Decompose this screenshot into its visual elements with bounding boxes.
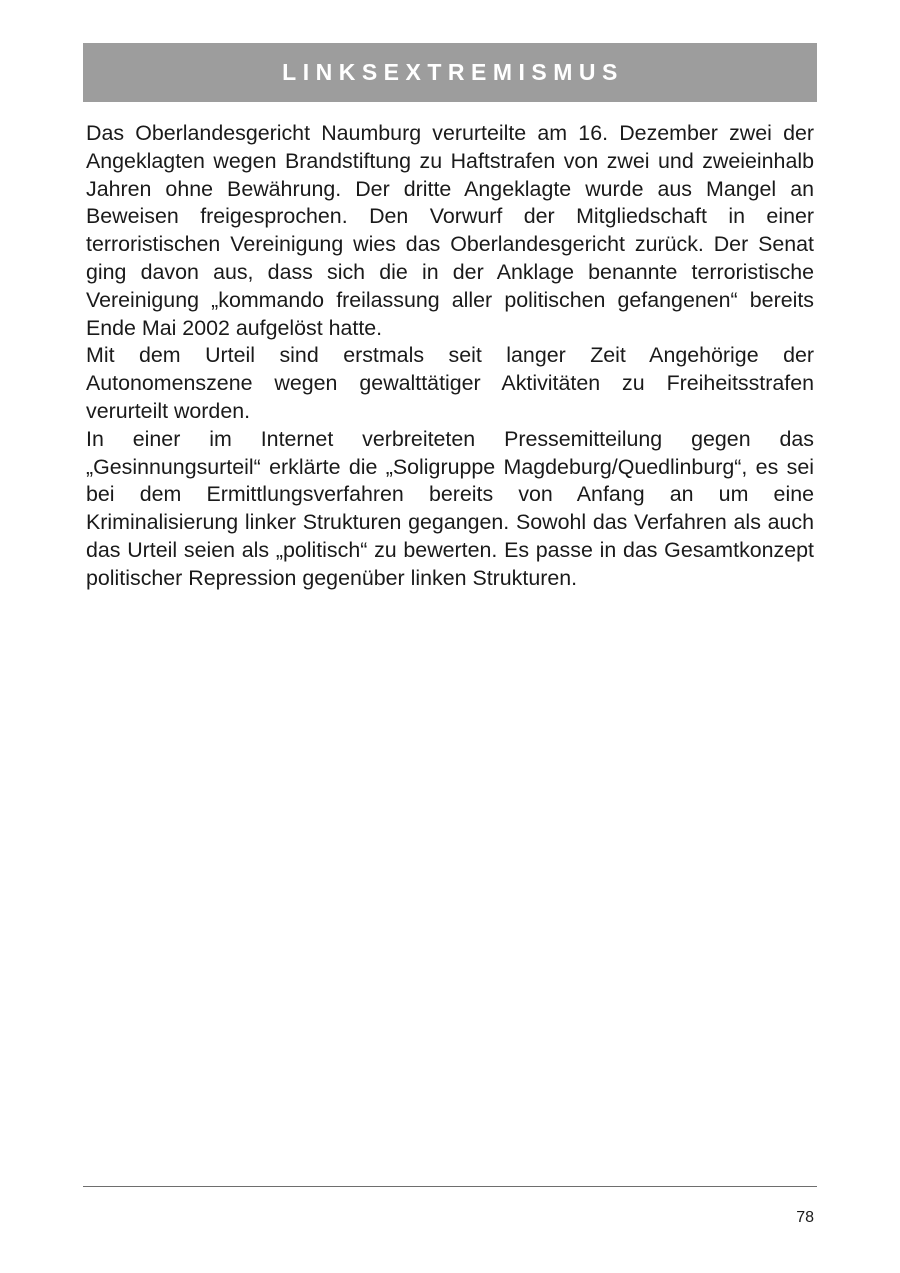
- paragraph-court-verdict: Das Oberlandesgericht Naumburg verurteilte am 16. Dezember zwei der Angeklagten wegen Brandstiftung zu Haftstrafen von zwei und zweieinhalb Jahren ohne Bewährung. Der dritte Angeklagte wurde aus Mangel an Beweisen freigesprochen. Den Vorwurf der Mitgliedschaft in einer terroristischen Vereinigung wies das Oberlandesgericht zurück. Der Senat ging davon aus, dass sich die in der Anklage benannte terroristische Vereinigung „kommando freilassung aller politischen gefangenen“ bereits Ende Mai 2002 aufgelöst hatte.: [86, 121, 814, 340]
- paragraph-first-conviction: Mit dem Urteil sind erstmals seit langer Zeit Angehörige der Autonomenszene wegen gewalttätiger Aktivitäten zu Freiheitsstrafen verurteilt worden.: [86, 343, 814, 423]
- section-title: LINKSEXTREMISMUS: [282, 59, 624, 85]
- page-number: 78: [796, 1209, 814, 1226]
- body-text: [86, 120, 814, 593]
- footer-divider: [83, 1186, 817, 1187]
- section-header-bar: [83, 43, 817, 102]
- paragraph-press-release: In einer im Internet verbreiteten Pressemitteilung gegen das „Gesinnungsurteil“ erklärte die „Soligruppe Magdeburg/Quedlinburg“, es sei bei dem Ermittlungsverfahren bereits von Anfang an um eine Kriminalisierung linker Strukturen gegangen. Sowohl das Verfahren als auch das Urteil seien als „politisch“ zu bewerten. Es passe in das Gesamtkonzept politischer Repression gegenüber linken Strukturen.: [86, 426, 814, 590]
